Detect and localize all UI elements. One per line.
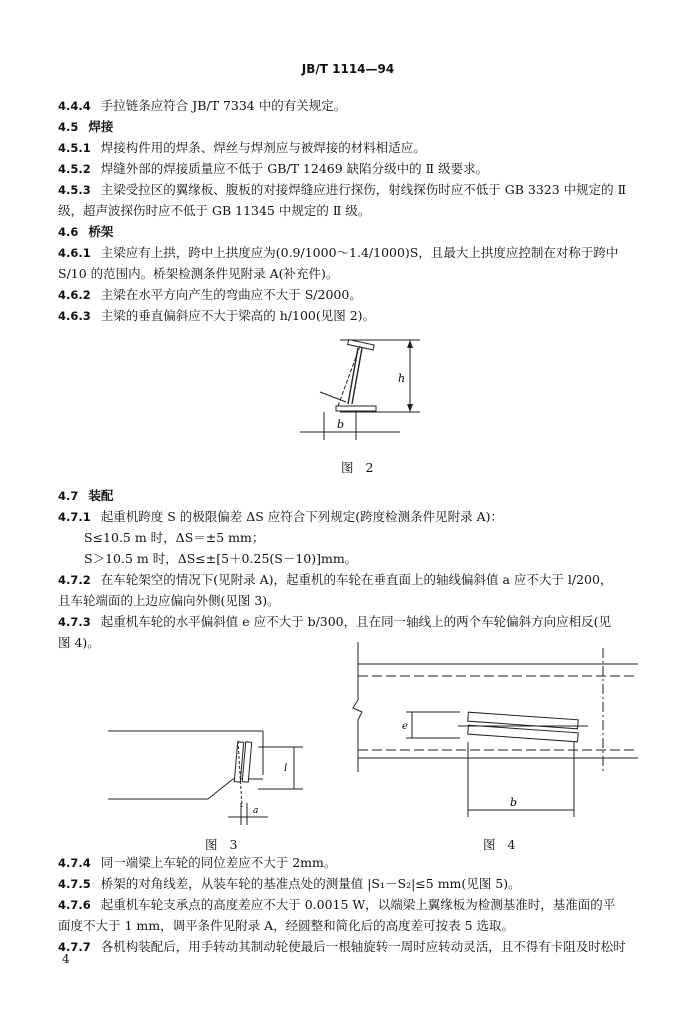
figure-4-diagram	[348, 642, 648, 827]
paragraph	[58, 611, 650, 633]
paragraph	[58, 852, 650, 874]
clause-text: 桥架的对角线差，从装车轮的基准点处的测量值 |S₁－S₂|≤5 mm(见图 5)。	[100, 876, 521, 891]
tolerance-condition: S≤10.5 m 时，ΔS＝±5 mm；	[84, 530, 265, 545]
paragraph	[58, 137, 650, 159]
clause-text: 焊接	[88, 119, 114, 134]
fig2-b-label: b	[337, 418, 345, 431]
paragraph	[58, 158, 650, 180]
clause-text: 主梁在水平方向产生的弯曲应不大于 S/2000。	[100, 287, 362, 302]
paragraph	[58, 284, 650, 306]
figure-3-diagram	[108, 725, 308, 835]
clause-text: 起重机车轮支承点的高度差应不大于 0.0015 W，以端梁上翼缘板为检测基准时，基准面的平	[100, 897, 616, 912]
paragraph-continuation: 图 4)。	[58, 635, 100, 650]
paragraph	[58, 894, 650, 916]
paragraph	[58, 506, 650, 528]
figure-2-caption: 图 2	[341, 460, 378, 475]
fig4-e-label: e	[402, 721, 408, 732]
clause-number: 4.7.2	[58, 573, 91, 587]
clause-text: 起重机跨度 S 的极限偏差 ΔS 应符合下列规定(跨度检测条件见附录 A)：	[100, 509, 504, 524]
figure-4-caption: 图 4	[483, 837, 520, 852]
clause-text: 焊接构件用的焊条、焊丝与焊剂应与被焊接的材料相适应。	[100, 140, 426, 155]
clause-number: 4.6.3	[58, 309, 91, 323]
paragraph	[58, 873, 650, 895]
paragraph	[58, 179, 650, 201]
clause-text: 主梁受拉区的翼缘板、腹板的对接焊缝应进行探伤，射线探伤时应不低于 GB 3323 中规定的 Ⅱ	[100, 182, 627, 197]
paragraph-continuation: 且车轮端面的上边应偏向外侧(见图 3)。	[58, 593, 280, 608]
clause-number: 4.7.4	[58, 856, 91, 870]
paragraph-continuation: 面度不大于 1 mm，调平条件见附录 A，经圆整和简化后的高度差可按表 5 选取。	[58, 918, 515, 933]
clause-number: 4.5.1	[58, 141, 91, 155]
paragraph	[58, 116, 650, 138]
clause-text: 在车轮架空的情况下(见附录 A)，起重机的车轮在垂直面上的轴线偏斜值 a 应不大于 l/200，	[100, 572, 613, 587]
clause-number: 4.6	[58, 225, 79, 239]
fig3-a-label: a	[253, 806, 259, 816]
page-number: 4	[62, 952, 70, 966]
clause-text: 焊缝外部的焊接质量应不低于 GB/T 12469 缺陷分级中的 Ⅱ 级要求。	[100, 161, 489, 176]
paragraph	[58, 569, 650, 591]
paragraph-continuation: S/10 的范围内。桥架检测条件见附录 A(补充件)。	[58, 266, 339, 281]
clause-number: 4.5.2	[58, 162, 91, 176]
clause-number: 4.7	[58, 489, 79, 503]
clause-text: 桥架	[88, 224, 114, 239]
clause-text: 装配	[88, 488, 114, 503]
clause-number: 4.7.7	[58, 940, 91, 954]
clause-number: 4.6.1	[58, 246, 91, 260]
paragraph	[58, 305, 650, 327]
paragraph	[58, 936, 650, 958]
clause-number: 4.7.3	[58, 615, 91, 629]
clause-text: 手拉链条应符合 JB/T 7334 中的有关规定。	[100, 98, 347, 113]
fig4-b-label: b	[510, 796, 518, 809]
clause-number: 4.7.6	[58, 898, 91, 912]
clause-number: 4.5.3	[58, 183, 91, 197]
document-header: JB/T 1114—94	[301, 62, 395, 76]
fig2-h-label: h	[398, 372, 406, 385]
figure-2-diagram	[290, 330, 440, 450]
clause-number: 4.6.2	[58, 288, 91, 302]
clause-number: 4.5	[58, 120, 79, 134]
clause-number: 4.7.1	[58, 510, 91, 524]
clause-number: 4.7.5	[58, 877, 91, 891]
clause-text: 各机构装配后，用手转动其制动轮使最后一根轴旋转一周时应转动灵活，且不得有卡阻及时松时	[100, 939, 626, 954]
fig3-l-label: l	[284, 763, 288, 774]
paragraph	[58, 242, 650, 264]
paragraph	[58, 485, 650, 507]
figure-3-caption: 图 3	[205, 837, 242, 852]
paragraph	[58, 95, 650, 117]
paragraph-continuation: 级，超声波探伤时应不低于 GB 11345 中规定的 Ⅱ 级。	[58, 203, 371, 218]
clause-text: 主梁应有上拱，跨中上拱度应为(0.9/1000～1.4/1000)S，且最大上拱度应控制在对称于跨中	[100, 245, 619, 260]
clause-number: 4.4.4	[58, 99, 91, 113]
clause-text: 起重机车轮的水平偏斜值 e 应不大于 b/300，且在同一轴线上的两个车轮偏斜方向应相反(见	[100, 614, 612, 629]
clause-text: 主梁的垂直偏斜应不大于梁高的 h/100(见图 2)。	[100, 308, 376, 323]
paragraph	[58, 221, 650, 243]
tolerance-condition: S＞10.5 m 时，ΔS≤±[5＋0.25(S－10)]mm。	[84, 551, 358, 566]
clause-text: 同一端梁上车轮的同位差应不大于 2mm。	[100, 855, 337, 870]
